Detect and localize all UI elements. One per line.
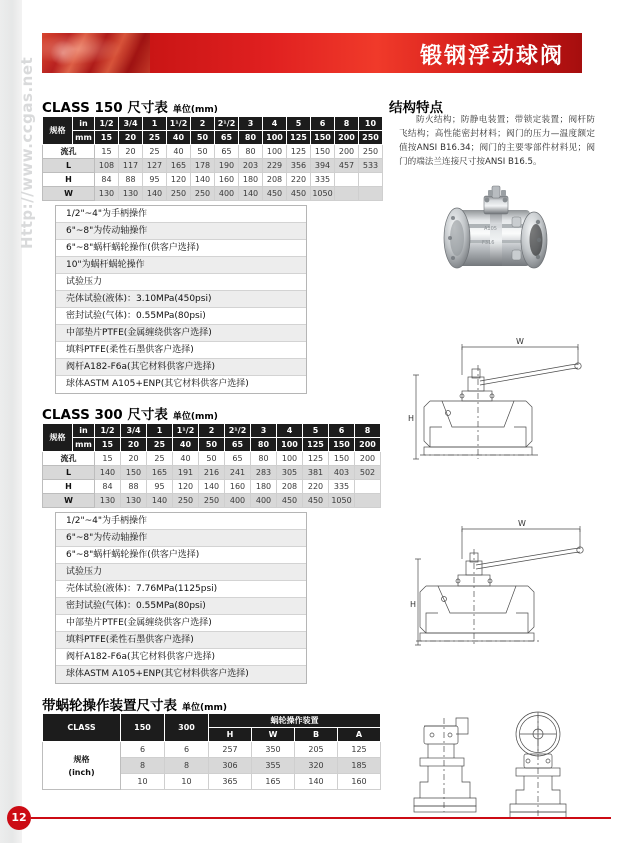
table-cell: 185 — [338, 758, 381, 774]
table-cell: 120 — [167, 173, 191, 187]
table-cell: 84 — [95, 480, 121, 494]
page-header-banner — [42, 33, 582, 73]
table-cell: 335 — [329, 480, 355, 494]
table-cell: 400 — [251, 494, 277, 508]
table-cell: 381 — [303, 466, 329, 480]
table-cell: 95 — [147, 480, 173, 494]
size-mm-header: 15 — [95, 131, 119, 145]
row-label: H — [43, 480, 95, 494]
size-in-header: 2¹/2 — [215, 117, 239, 131]
table-cell: 108 — [95, 159, 119, 173]
table-cell: 533 — [359, 159, 383, 173]
size-mm-header: 150 — [329, 438, 355, 452]
features-body: 防火结构；防静电装置；带锁定装置；阀杆防飞结构；高性能密封材料；阀门的压力—温度额定值按ANSI B16.34；阀门的主要零部件材料见；阀门的端法兰连接尺寸按ANSI B16.5。 — [399, 115, 595, 167]
table-cell: 127 — [143, 159, 167, 173]
table-row — [43, 452, 381, 466]
table-cell: 10 — [165, 774, 209, 790]
table-row — [43, 145, 383, 159]
row-label: W — [43, 494, 95, 508]
list-item: 填料PTFE(柔性石墨供客户选择) — [56, 632, 306, 649]
size-in-header: 6 — [311, 117, 335, 131]
table-cell: 140 — [239, 187, 263, 201]
list-item: 阀杆A182-F6a(其它材料供客户选择) — [56, 649, 306, 666]
list-item: 中部垫片PTFE(金属缠绕供客户选择) — [56, 325, 306, 342]
table-cell: 125 — [338, 742, 381, 758]
table-cell: 180 — [251, 480, 277, 494]
size-in-header: 5 — [287, 117, 311, 131]
size-mm-header: 80 — [239, 131, 263, 145]
table-cell: 306 — [209, 758, 252, 774]
drawing-top-h-label: H — [408, 414, 415, 423]
list-item: 6"~8"为传动轴操作 — [56, 223, 306, 240]
size-mm-header: 25 — [147, 438, 173, 452]
table-cell: 220 — [303, 480, 329, 494]
size-in-header: 6 — [329, 424, 355, 438]
size-mm-header: 20 — [119, 131, 143, 145]
class150-spec-list — [55, 205, 307, 394]
list-item: 6"~8"为传动轴操作 — [56, 530, 306, 547]
table-cell: 365 — [209, 774, 252, 790]
table-cell: 150 — [311, 145, 335, 159]
row-label: L — [43, 159, 95, 173]
table-cell: 8 — [165, 758, 209, 774]
size-in-header: 1 — [147, 424, 173, 438]
list-item: 壳体试验(液体)：7.76MPa(1125psi) — [56, 581, 306, 598]
table-cell: 160 — [225, 480, 251, 494]
size-in-header: 8 — [335, 117, 359, 131]
table-cell: 220 — [287, 173, 311, 187]
table-cell: 350 — [252, 742, 295, 758]
size-in-header: 1¹/2 — [173, 424, 199, 438]
unit-in-label: in — [73, 117, 95, 131]
worm-sub-header: A — [338, 728, 381, 742]
row-label: 流孔 — [43, 452, 95, 466]
size-mm-header: 15 — [95, 438, 121, 452]
size-in-header: 1¹/2 — [167, 117, 191, 131]
size-mm-header: 100 — [277, 438, 303, 452]
table-cell: 335 — [311, 173, 335, 187]
worm-sub-header: H — [209, 728, 252, 742]
table-cell: 100 — [263, 145, 287, 159]
worm-class-label: CLASS — [43, 714, 121, 742]
spec-corner-label: 规格 — [43, 424, 73, 452]
class300-dimension-table — [42, 423, 381, 508]
list-item: 球体ASTM A105+ENP(其它材料供客户选择) — [56, 376, 306, 393]
table-cell: 150 — [329, 452, 355, 466]
table-cell: 356 — [287, 159, 311, 173]
class150-dimension-table — [42, 116, 383, 201]
table-cell: 450 — [263, 187, 287, 201]
table-cell: 40 — [167, 145, 191, 159]
table-cell: 250 — [199, 494, 225, 508]
table-cell: 10 — [121, 774, 165, 790]
drawing-mid-w-label: W — [518, 519, 526, 528]
spec-corner-label: 规格 — [43, 117, 73, 145]
page-title: 锻钢浮动球阀 — [419, 44, 564, 69]
table-cell: 40 — [173, 452, 199, 466]
table-cell: 140 — [143, 187, 167, 201]
table-cell: 241 — [225, 466, 251, 480]
table-row — [43, 159, 383, 173]
size-in-header: 4 — [277, 424, 303, 438]
size-mm-header: 50 — [199, 438, 225, 452]
table-cell: 400 — [215, 187, 239, 201]
table-cell: 50 — [191, 145, 215, 159]
size-in-header: 1/2 — [95, 424, 121, 438]
table-cell: 65 — [215, 145, 239, 159]
worm-title-text: 带蜗轮操作装置尺寸表 — [42, 698, 177, 714]
size-mm-header: 100 — [263, 131, 287, 145]
table-cell: 15 — [95, 452, 121, 466]
footer-rule — [31, 817, 611, 819]
size-in-header: 1 — [143, 117, 167, 131]
table-cell: 165 — [167, 159, 191, 173]
table-cell: 20 — [121, 452, 147, 466]
table-cell: 25 — [143, 145, 167, 159]
size-mm-header: 50 — [191, 131, 215, 145]
size-mm-header: 65 — [215, 131, 239, 145]
size-in-header: 3 — [251, 424, 277, 438]
table-row — [43, 173, 383, 187]
watermark-text: Http://www.ccgas.net — [18, 56, 36, 249]
row-label: L — [43, 466, 95, 480]
size-mm-header: 40 — [173, 438, 199, 452]
class300-title-text: CLASS 300 尺寸表 — [42, 407, 168, 423]
table-cell: 140 — [147, 494, 173, 508]
table-cell: 305 — [277, 466, 303, 480]
table-cell: 117 — [119, 159, 143, 173]
table-cell: 125 — [303, 452, 329, 466]
size-mm-header: 150 — [311, 131, 335, 145]
list-item: 10"为蜗杆蜗轮操作 — [56, 257, 306, 274]
table-cell: 140 — [191, 173, 215, 187]
size-mm-header: 80 — [251, 438, 277, 452]
size-mm-header: 125 — [287, 131, 311, 145]
table-cell: 20 — [119, 145, 143, 159]
watermark-strip — [0, 0, 36, 843]
table-cell: 165 — [147, 466, 173, 480]
size-in-header: 4 — [263, 117, 287, 131]
size-in-header: 3/4 — [121, 424, 147, 438]
table-cell: 84 — [95, 173, 119, 187]
size-in-header: 5 — [303, 424, 329, 438]
table-cell: 394 — [311, 159, 335, 173]
class300-unit: 单位(mm) — [172, 412, 218, 422]
list-item: 6"~8"蜗杆蜗轮操作(供客户选择) — [56, 547, 306, 564]
size-in-header: 3/4 — [119, 117, 143, 131]
table-cell: 140 — [295, 774, 338, 790]
table-cell: 160 — [338, 774, 381, 790]
table-cell — [359, 187, 383, 201]
table-cell: 205 — [295, 742, 338, 758]
table-cell: 15 — [95, 145, 119, 159]
valve-drawing-worm-gear — [398, 700, 608, 820]
table-row — [43, 742, 381, 758]
worm-class-col-header: 150 — [121, 714, 165, 742]
table-cell: 140 — [95, 466, 121, 480]
class150-unit: 单位(mm) — [172, 105, 218, 115]
table-cell: 208 — [277, 480, 303, 494]
table-cell: 200 — [335, 145, 359, 159]
worm-size-label: 规格 (inch) — [43, 742, 121, 790]
class300-spec-list — [55, 512, 307, 684]
valve-product-photo — [426, 184, 574, 296]
table-cell: 80 — [239, 145, 263, 159]
size-mm-header: 250 — [359, 131, 383, 145]
table-cell: 130 — [121, 494, 147, 508]
worm-unit: 单位(mm) — [182, 703, 227, 713]
list-item: 密封试验(气体)：0.55MPa(80psi) — [56, 308, 306, 325]
worm-group-header: 蜗轮操作装置 — [209, 714, 381, 728]
table-cell: 1050 — [329, 494, 355, 508]
table-row — [43, 494, 381, 508]
size-in-header: 2¹/2 — [225, 424, 251, 438]
worm-section-title — [42, 694, 227, 714]
size-mm-header: 20 — [121, 438, 147, 452]
class300-section-title — [42, 403, 218, 423]
row-label: H — [43, 173, 95, 187]
size-mm-header: 125 — [303, 438, 329, 452]
worm-sub-header: W — [252, 728, 295, 742]
row-label: 流孔 — [43, 145, 95, 159]
table-cell: 190 — [215, 159, 239, 173]
table-cell: 203 — [239, 159, 263, 173]
list-item: 试验压力 — [56, 564, 306, 581]
size-in-header: 2 — [199, 424, 225, 438]
size-mm-header: 40 — [167, 131, 191, 145]
table-cell: 6 — [165, 742, 209, 758]
table-cell: 200 — [355, 452, 381, 466]
table-cell: 140 — [199, 480, 225, 494]
list-item: 1/2"~4"为手柄操作 — [56, 513, 306, 530]
table-cell: 191 — [173, 466, 199, 480]
svg-text:A105: A105 — [484, 226, 497, 232]
table-cell: 88 — [119, 173, 143, 187]
table-cell: 88 — [121, 480, 147, 494]
table-cell: 450 — [303, 494, 329, 508]
table-cell: 320 — [295, 758, 338, 774]
list-item: 壳体试验(液体)：3.10MPa(450psi) — [56, 291, 306, 308]
size-mm-header: 200 — [335, 131, 359, 145]
table-cell: 250 — [191, 187, 215, 201]
table-cell: 257 — [209, 742, 252, 758]
valve-drawing-lever-top — [402, 335, 602, 465]
valve-drawing-lever-bottom — [402, 515, 602, 655]
drawing-top-w-label: W — [516, 337, 524, 346]
table-cell — [335, 173, 359, 187]
table-cell: 80 — [251, 452, 277, 466]
size-in-header: 8 — [355, 424, 381, 438]
table-cell — [355, 480, 381, 494]
table-cell: 229 — [263, 159, 287, 173]
table-cell: 208 — [263, 173, 287, 187]
class150-section-title — [42, 96, 218, 116]
table-cell: 6 — [121, 742, 165, 758]
size-in-header: 1/2 — [95, 117, 119, 131]
table-cell: 130 — [95, 187, 119, 201]
table-cell: 450 — [277, 494, 303, 508]
header-valve-photo — [42, 33, 150, 73]
table-cell: 65 — [225, 452, 251, 466]
table-cell: 120 — [173, 480, 199, 494]
table-cell: 502 — [355, 466, 381, 480]
table-cell: 25 — [147, 452, 173, 466]
list-item: 阀杆A182-F6a(其它材料供客户选择) — [56, 359, 306, 376]
list-item: 1/2"~4"为手柄操作 — [56, 206, 306, 223]
worm-dimension-table — [42, 713, 381, 790]
size-mm-header: 65 — [225, 438, 251, 452]
table-cell: 130 — [119, 187, 143, 201]
features-title: 结构特点 — [389, 100, 443, 116]
table-cell: 180 — [239, 173, 263, 187]
table-cell: 403 — [329, 466, 355, 480]
unit-mm-label: mm — [73, 438, 95, 452]
size-mm-header: 25 — [143, 131, 167, 145]
table-cell — [355, 494, 381, 508]
table-cell: 283 — [251, 466, 277, 480]
table-cell — [359, 173, 383, 187]
table-cell: 355 — [252, 758, 295, 774]
table-cell: 165 — [252, 774, 295, 790]
unit-in-label: in — [73, 424, 95, 438]
table-cell: 130 — [95, 494, 121, 508]
size-in-header: 2 — [191, 117, 215, 131]
list-item: 球体ASTM A105+ENP(其它材料供客户选择) — [56, 666, 306, 683]
page-number-badge: 12 — [7, 806, 31, 830]
table-cell: 8 — [121, 758, 165, 774]
table-row — [43, 187, 383, 201]
class150-title-text: CLASS 150 尺寸表 — [42, 100, 168, 116]
table-cell: 250 — [167, 187, 191, 201]
table-cell: 1050 — [311, 187, 335, 201]
table-cell: 160 — [215, 173, 239, 187]
size-mm-header: 200 — [355, 438, 381, 452]
table-row — [43, 466, 381, 480]
table-cell: 250 — [173, 494, 199, 508]
table-cell: 95 — [143, 173, 167, 187]
table-cell: 400 — [225, 494, 251, 508]
table-cell: 250 — [359, 145, 383, 159]
worm-sub-header: B — [295, 728, 338, 742]
table-cell — [335, 187, 359, 201]
table-cell: 125 — [287, 145, 311, 159]
table-cell: 50 — [199, 452, 225, 466]
size-in-header: 10 — [359, 117, 383, 131]
unit-mm-label: mm — [73, 131, 95, 145]
list-item: 6"~8"蜗杆蜗轮操作(供客户选择) — [56, 240, 306, 257]
table-cell: 457 — [335, 159, 359, 173]
table-cell: 100 — [277, 452, 303, 466]
list-item: 中部垫片PTFE(金属缠绕供客户选择) — [56, 615, 306, 632]
row-label: W — [43, 187, 95, 201]
table-row — [43, 480, 381, 494]
worm-class-col-header: 300 — [165, 714, 209, 742]
table-cell: 216 — [199, 466, 225, 480]
table-cell: 450 — [287, 187, 311, 201]
list-item: 填料PTFE(柔性石墨供客户选择) — [56, 342, 306, 359]
size-in-header: 3 — [239, 117, 263, 131]
table-cell: 178 — [191, 159, 215, 173]
drawing-mid-h-label: H — [410, 600, 417, 609]
list-item: 试验压力 — [56, 274, 306, 291]
list-item: 密封试验(气体)：0.55MPa(80psi) — [56, 598, 306, 615]
svg-text:F316: F316 — [482, 240, 495, 246]
table-cell: 150 — [121, 466, 147, 480]
